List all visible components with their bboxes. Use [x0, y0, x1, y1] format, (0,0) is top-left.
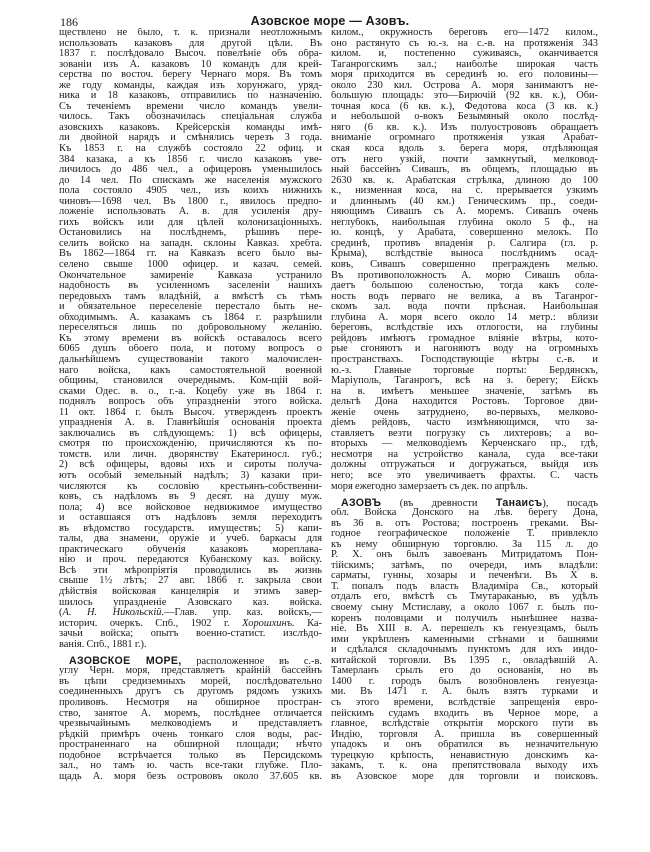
author-name: Хорошхинъ.: [242, 618, 295, 629]
text-line: Р. Х. онъ былъ завоеванъ Митридатомъ Пон-: [331, 550, 598, 561]
text-line: пейскимъ судамъ входить въ Черное море, а: [331, 708, 598, 719]
text-line: Т. попалъ подъ власть Владиміра Св., который: [331, 581, 598, 592]
text-line: ли двойной нарядъ и смѣнялись черезъ 3 года.: [59, 133, 322, 144]
text-line: береговъ, вслѣдствіе ихъ отлогости, на глубины: [331, 323, 598, 334]
text-line: упраздненія А. в. Главнѣйшія основанія проекта: [59, 418, 322, 429]
text-line: моря ежегодно замерзаетъ съ дек. по апрѣль.: [331, 481, 528, 492]
text-line: въ вѣдомство государств. имуществъ; 5) капи-: [59, 523, 322, 534]
text-line: ность водъ перваго не велика, а въ Таганрог-: [331, 291, 598, 302]
text-line: оно растянуто съ ю.-з. на с.-в. на протяженія 343: [331, 38, 598, 49]
text-line: Маріуполь, Таганрогъ, всѣ на з. берегу; Ейскъ: [331, 376, 598, 387]
text-line: около 230 кил. Острова А. моря занимаютъ не-: [331, 80, 598, 91]
text-line: коренъ половцами и получилъ нынѣшнее назва-: [331, 613, 598, 624]
text-line: серства по восточ. берегу Чернаго моря. Въ томъ: [59, 70, 322, 81]
text-line: числяются къ сословію крестьянъ-собственни-: [59, 481, 322, 492]
text-line: подобное встрѣчается только въ Персидскомъ: [59, 750, 322, 761]
text-line: и обязательное переселеніе перестало быть не-: [59, 302, 322, 313]
text-line: чилось. Такъ обозначилась спеціальная служба: [59, 112, 322, 123]
text-line: проливовъ. Несмотря на обширное простран-: [59, 697, 322, 708]
text-line: Тамерланъ срылъ его до основанія, но въ: [331, 666, 598, 677]
text-line: точная коса (6 кв. к.), Федотова коса (3 кв. к.): [331, 101, 598, 112]
left-column: [59, 28, 322, 782]
text-line: отъ него узкій, почти замкнутый, мелковод-: [331, 154, 598, 165]
text-line: поднялъ вопросъ объ упраздненіи этого войска.: [59, 397, 322, 408]
text-line: ковъ, Сивашъ совершенно прегражденъ мелью.: [331, 260, 598, 271]
text-line: зал., но тамъ ю. часть все-таки глубже. Пло-: [59, 761, 322, 772]
text-line: должны отгружаться и догружаться, выйдя изъ: [331, 460, 598, 471]
text-line: Индію, торговля А. пришла въ совершенный: [331, 729, 598, 740]
text-line: отдалъ его, вмѣстѣ съ Тмутараканью, въ удѣлъ: [331, 592, 598, 603]
text-line: гихъ войскъ или для цѣлей колонизаціонныхъ.: [59, 217, 322, 228]
text-line: Крыма), вслѣдствіе выноса послѣднимъ осад-: [331, 249, 598, 260]
text-line: большую площадь: это—Бирючій (92 кв. к.), Оби-: [331, 91, 598, 102]
text-line: главное, вслѣдствіе открытія морского пути въ: [331, 719, 598, 730]
author-name: А. Н. Никольскій.: [62, 608, 165, 619]
text-line: зованіи изъ А. казаковъ 10 командъ для крей-: [59, 59, 322, 70]
running-title: Азовское море — Азовъ.: [250, 14, 410, 28]
text-line: смотря по происхожденію, причисляются къ по-: [59, 439, 322, 450]
text-line: упадокъ и онъ обратился въ незначительную: [331, 740, 598, 751]
text-line: и небольшой о-вокъ Безымяный около послѣд-: [331, 112, 598, 123]
text-line: пространствахъ. Господствующіе вѣтры с.-в. и: [331, 354, 598, 365]
text-line: ванія. Спб., 1881 г.).: [59, 639, 147, 650]
text-line: наго войска, какъ самостоятельной военной: [59, 365, 322, 376]
text-line: килом. и, постепенно суживаясь, оканчивается: [331, 49, 598, 60]
text-line: ю. концѣ, у Арабата, совершенно мелокъ. По: [331, 228, 598, 239]
text-line: азовскихъ казаковъ. Крейсерскія команды имѣ-: [59, 122, 322, 133]
text-line: въ 36 в. отъ Ростова; построенъ греками. Вы-: [331, 518, 598, 529]
text-line: срединѣ, противъ впаденія р. Салгира (гл. р.: [331, 238, 598, 249]
text-line: сками Одес. в. о., г.-а. Коцебу уже въ 1864 г.: [59, 386, 322, 397]
text-line: няющимъ Сивашъ съ А. моремъ. Сивашъ очень: [331, 207, 598, 218]
text-line: [59, 656, 322, 667]
text-line: томств. или личн. дворянству Екатериносл. губ.;: [59, 449, 322, 460]
text-segment: расположенное въ с.-в.: [181, 655, 322, 667]
text-segment: (: [59, 608, 63, 619]
text-line: Всѣ эти мѣропріятія проводились въ жизнь: [59, 565, 322, 576]
text-line: передовыхъ тамъ владѣній, а вмѣстѣ съ тѣмъ: [59, 291, 322, 302]
text-line: ство, занятое А. моремъ, послѣднее отличается: [59, 708, 322, 719]
text-line: него; все это увеличиваетъ фрахты. С. часть: [331, 470, 598, 481]
text-line: 2) всѣ офицеры, вдовы ихъ и сироты получа-: [59, 460, 322, 471]
text-line: турецкую крѣпость, ненавистную донскимъ ка-: [331, 750, 598, 761]
text-line: щадь А. моря безъ острововъ около 37.605 кв.: [59, 771, 322, 782]
text-line: дѣйствія войсковая канцелярія и этимъ завер-: [59, 586, 322, 597]
text-segment: историч. очеркъ. Спб., 1902 г.: [59, 618, 243, 629]
text-line: неглубокъ, наибольшая глубина около 5 ф., на: [331, 217, 598, 228]
text-line: [59, 619, 322, 630]
text-line: 1837 г. послѣдовало Высоч. повелѣніе объ обра-: [59, 49, 322, 60]
text-line: селить войско на западн. склоны Кавказ. хребта.: [59, 238, 322, 249]
text-line: на в. имѣетъ меньшее значеніе, затѣмъ въ: [331, 386, 598, 397]
text-line: пола состояло 4905 чел., изъ коихъ нижнихъ: [59, 186, 322, 197]
text-line: соединенныхъ другъ съ другомъ рядомъ узкихъ: [59, 687, 322, 698]
text-line: обходимымъ. А. казакамъ съ 1864 г. разрѣшили: [59, 312, 322, 323]
text-line: практическаго обученія казаковъ мореплава-: [59, 544, 322, 555]
text-line: Къ 1853 г. на службѣ состояло 22 офиц. и: [59, 144, 322, 155]
text-line: китайской торговли. Въ 1395 г., овладѣвшій А.: [331, 655, 598, 666]
text-line: Таганрогскимъ зал.; наиболѣе широкая часть: [331, 59, 598, 70]
text-line: же году команды, каждая изъ хорунжаго, уряд-: [59, 80, 322, 91]
text-line: женіе очень затруднено, во-первыхъ, мелково-: [331, 407, 598, 418]
text-line: шилось упраздненіе Азовскаго каз. войска.: [59, 597, 322, 608]
text-line: дельтѣ Дона находится Ростовъ. Торговое дви-: [331, 397, 598, 408]
paragraph: [331, 498, 598, 783]
text-line: вниманіе огромнаго протяженія узкая Арабат-: [331, 133, 598, 144]
text-line: несмотря на устройство канала, суда все-таки: [331, 449, 598, 460]
text-line: Окончательное замиреніе Кавказа устранило: [59, 270, 322, 281]
text-line: пола; 4) все войсковое недвижимое имущество: [59, 502, 322, 513]
text-line: [59, 608, 322, 619]
text-line: и оставшаяся отъ надѣловъ земля переходитъ: [59, 513, 322, 524]
text-line: переселяться лишь по добровольному желанію.: [59, 323, 322, 334]
entry-term: АЗОВЪ: [341, 497, 382, 509]
text-line: личилось до 486 чел., а офицеровъ уменьшилось: [59, 165, 322, 176]
text-line: діемъ рейдовъ, часто измѣняющимся, что за-: [331, 418, 598, 429]
text-line: и сдѣлался складочнымъ пунктомъ для ихъ индо-: [331, 645, 598, 656]
text-line: ный бассейнъ Сивашъ, въ общемъ, площадью въ: [331, 165, 598, 176]
text-line: рейдовъ имѣютъ громадное вліяніе вѣтры, кото-: [331, 333, 598, 344]
text-line: глубина А. моря всего около 14 метр.: вблизи: [331, 312, 598, 323]
paragraph: [331, 28, 598, 492]
text-line: моря приходится въ серединѣ ю. его половины—: [331, 70, 598, 81]
text-line: въ цѣпи средиземныхъ морей, послѣдовательно: [59, 676, 322, 687]
text-line: ществлено не было, т. к. признали неотложнымъ: [59, 28, 322, 38]
text-line: ніе. Въ XIII в. А. перешелъ къ генуезцамъ, былъ: [331, 624, 598, 635]
text-line: ми. Въ 1471 г. А. былъ взятъ турками и: [331, 687, 598, 698]
text-line: 384 казака, а къ 1856 г. число казаковъ уве-: [59, 154, 322, 165]
text-line: тійскимъ; затѣмъ, по очереди, имъ владѣли:: [331, 560, 598, 571]
text-line: селено свыше 1000 офицер. и казач. семей.: [59, 260, 322, 271]
text-segment: (въ древности: [381, 497, 496, 509]
text-line: 2630 кв. к. Арабатская стрѣлка, длиною до 100: [331, 175, 598, 186]
text-line: няго (6 кв. к.). Изъ полуострововъ обращаетъ: [331, 122, 598, 133]
text-line: ковъ, съ надѣломъ въ 9 десят. на душу муж.: [59, 492, 322, 503]
text-line: и длиннымъ (40 км.) Геническимъ пр., соеди-: [331, 196, 598, 207]
text-line: Къ этому времени въ войскѣ оставалось всего: [59, 333, 322, 344]
text-line: пространеннаго на обширной площади; нѣчто: [59, 740, 322, 751]
text-line: нію и проч. передаются Кубанскому каз. войску.: [59, 555, 322, 566]
text-line: 1400 г. городъ былъ возобновленъ генуезца-: [331, 676, 598, 687]
text-segment: ), посадъ: [542, 497, 598, 509]
text-line: чрезвычайнымъ мелководіемъ и представляетъ: [59, 719, 322, 730]
text-line: закамъ, т. к. она препятствовала выходу ихъ: [331, 761, 598, 772]
text-line: скомъ зал. вода почти прѣсная. Наибольшая: [331, 302, 598, 313]
entry-term: Танаисъ: [495, 497, 543, 509]
page-number: 186: [60, 15, 78, 29]
text-line: ская коса вдоль з. берега моря, отдѣляющая: [331, 144, 598, 155]
text-line: заключались въ слѣдующемъ: 1) всѣ офицеры,: [59, 428, 322, 439]
text-line: Въ противоположность А. морю Сивашъ обла-: [331, 270, 598, 281]
text-line: ставляетъ везти погрузку съ лихтеровъ; а во-: [331, 428, 598, 439]
text-line: ютъ особый земельный надѣлъ; 3) казаки при-: [59, 470, 322, 481]
text-line: обл. Войска Донского на лѣв. берегу Дона,: [331, 508, 598, 519]
text-line: рые сгоняютъ и нагоняютъ воду на огромныхъ: [331, 344, 598, 355]
text-line: свыше 1½ лѣтъ; 27 авг. 1866 г. закрыла свои: [59, 576, 322, 587]
text-line: своему сыну Мстиславу, а около 1067 г. былъ по-: [331, 603, 598, 614]
paragraph: [59, 656, 322, 783]
text-line: использовать казаковъ для другой цѣли. Въ: [59, 38, 322, 49]
text-line: [331, 498, 598, 509]
entry-term: АЗОВСКОЕ МОРЕ,: [69, 655, 182, 667]
text-line: зачьи войска; опытъ военно-статист. изслѣдо-: [59, 629, 322, 640]
text-line: сарматы, гунны, хозары и печенѣги. Въ X в.: [331, 571, 598, 582]
text-line: Съ теченіемъ времени число командъ увели-: [59, 101, 322, 112]
text-line: килом., окружность береговъ его—1472 килом.,: [331, 28, 598, 38]
text-line: талы, два знамени, оружіе и учеб. баркасы для: [59, 534, 322, 545]
text-line: въ Азовское море для торговли и поисковъ.: [331, 771, 598, 782]
text-line: вторыхъ — мелководіемъ Керченскаго пр., гдѣ,: [331, 439, 598, 450]
text-segment: Ка-: [294, 618, 322, 629]
text-line: Въ 1862—1864 гг. на Кавказъ всего было вы-: [59, 249, 322, 260]
text-line: къ нему обширную торговлю. За 115 л. до: [331, 539, 598, 550]
text-segment: —Глав. упр. каз. войскъ,—: [164, 608, 322, 619]
text-line: к., низменная коса, на с. прерывается узкимъ: [331, 186, 598, 197]
paragraph: [59, 28, 322, 650]
text-line: ложеніе использовать А. в. для усиленія дру-: [59, 207, 322, 218]
right-column: [331, 28, 598, 782]
text-line: до 14 чел. По спискамъ же населенія мужского: [59, 175, 322, 186]
text-line: 6065 душъ обоего пола, и потому вопросъ о: [59, 344, 322, 355]
text-line: даетъ большою соленостью, тогда какъ соле-: [331, 281, 598, 292]
text-line: ими укрѣпленъ каменными стѣнами и башнями: [331, 634, 598, 645]
text-line: рѣдкій примѣръ очень тонкаго слоя воды, рас-: [59, 729, 322, 740]
text-line: дальнѣйшемъ существованіи такого малочислен-: [59, 354, 322, 365]
text-line: чиновъ—1698 чел. Въ 1800 г., явилось предпо-: [59, 196, 322, 207]
text-line: ю.-з. Главные торговые порты: Бердянскъ,: [331, 365, 598, 376]
text-line: надобность въ усиленномъ заселеніи нашихъ: [59, 281, 322, 292]
text-line: общины, становился очереднымъ. Ком-щій вой-: [59, 376, 322, 387]
text-line: съ этого времени, вслѣдствіе запрещенія евро-: [331, 697, 598, 708]
text-line: Остановились на послѣднемъ, рѣшивъ пере-: [59, 228, 322, 239]
text-line: годное географическое положеніе Т. привлекло: [331, 529, 598, 540]
text-line: ника и 18 казаковъ, отправились по назначенію.: [59, 91, 322, 102]
text-line: углу Черн. моря, представляетъ крайній бассейнъ: [59, 666, 322, 677]
text-line: 11 окт. 1864 г. былъ Высоч. утвержденъ проектъ: [59, 407, 322, 418]
